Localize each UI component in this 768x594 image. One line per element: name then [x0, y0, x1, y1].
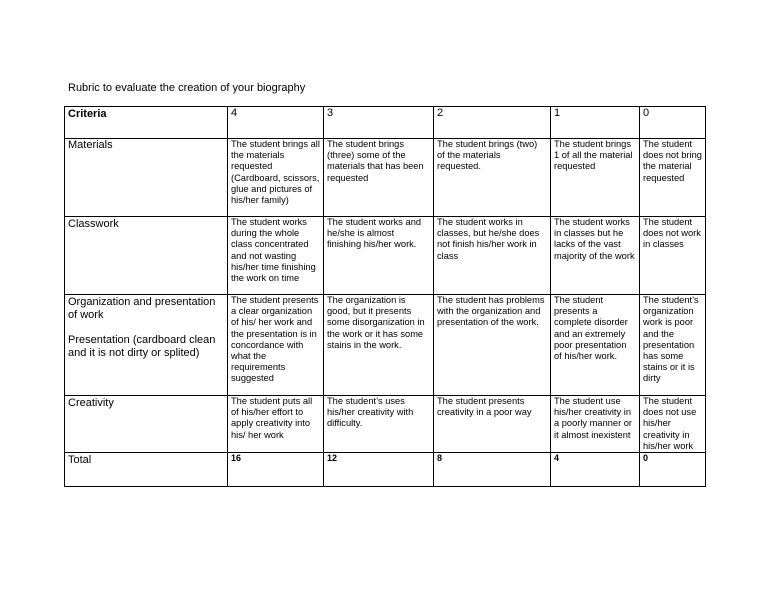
rubric-cell: The student presents a complete disorder and an extremely poor presentation of his/her work. — [551, 295, 640, 396]
score-header: 0 — [640, 107, 706, 139]
criteria-line: Presentation (cardboard clean and it is not dirty or splited) — [68, 334, 216, 359]
rubric-cell: The student brings 1 of all the material requested — [551, 139, 640, 217]
rubric-cell: The student presents a clear organization of his/ her work and the presentation is in concordance with what the requirements suggested — [228, 295, 324, 396]
rubric-cell: The student does not work in classes — [640, 217, 706, 295]
rubric-cell: The student’s uses his/her creativity with difficulty. — [324, 396, 434, 453]
criteria-header: Criteria — [65, 107, 228, 139]
header-row — [65, 107, 706, 139]
table-row — [65, 139, 706, 217]
criteria-cell: Materials — [65, 139, 228, 217]
criteria-cell: Classwork — [65, 217, 228, 295]
total-value: 0 — [640, 453, 706, 487]
rubric-cell: The student has problems with the organization and presentation of the work. — [434, 295, 551, 396]
total-label: Total — [65, 453, 228, 487]
rubric-cell: The student does not bring the material requested — [640, 139, 706, 217]
score-header: 3 — [324, 107, 434, 139]
rubric-cell: The student works in classes, but he/she does not finish his/her work in class — [434, 217, 551, 295]
table-row — [65, 396, 706, 453]
rubric-cell: The student works during the whole class concentrated and not wasting his/her time finishing the work on time — [228, 217, 324, 295]
score-header: 1 — [551, 107, 640, 139]
rubric-cell: The student brings all the materials requested (Cardboard, scissors, glue and pictures of his/her family) — [228, 139, 324, 217]
total-value: 8 — [434, 453, 551, 487]
criteria-cell: Creativity — [65, 396, 228, 453]
rubric-cell: The student works and he/she is almost finishing his/her work. — [324, 217, 434, 295]
total-value: 12 — [324, 453, 434, 487]
document-title: Rubric to evaluate the creation of your biography — [68, 82, 306, 94]
score-header: 4 — [228, 107, 324, 139]
rubric-cell: The student brings (three) some of the materials that has been requested — [324, 139, 434, 217]
total-row — [65, 453, 706, 487]
total-value: 4 — [551, 453, 640, 487]
total-value: 16 — [228, 453, 324, 487]
rubric-cell: The student presents creativity in a poor way — [434, 396, 551, 453]
criteria-cell — [65, 295, 228, 396]
rubric-cell: The student works in classes but he lacks of the vast majority of the work — [551, 217, 640, 295]
score-header: 2 — [434, 107, 551, 139]
rubric-cell: The student puts all of his/her effort to apply creativity into his/ her work — [228, 396, 324, 453]
rubric-cell: The student’s organization work is poor and the presentation has some stains or it is dirty — [640, 295, 706, 396]
criteria-line: Organization and presentation of work — [68, 296, 216, 321]
table-row — [65, 217, 706, 295]
rubric-cell: The student brings (two) of the materials requested. — [434, 139, 551, 217]
rubric-cell: The student does not use his/her creativity in his/her work — [640, 396, 706, 453]
rubric-table — [64, 106, 706, 487]
rubric-cell: The student use his/her creativity in a poorly manner or it almost inexistent — [551, 396, 640, 453]
table-row — [65, 295, 706, 396]
rubric-cell: The organization is good, but it presents some disorganization in the work or it has some stains in the work. — [324, 295, 434, 396]
